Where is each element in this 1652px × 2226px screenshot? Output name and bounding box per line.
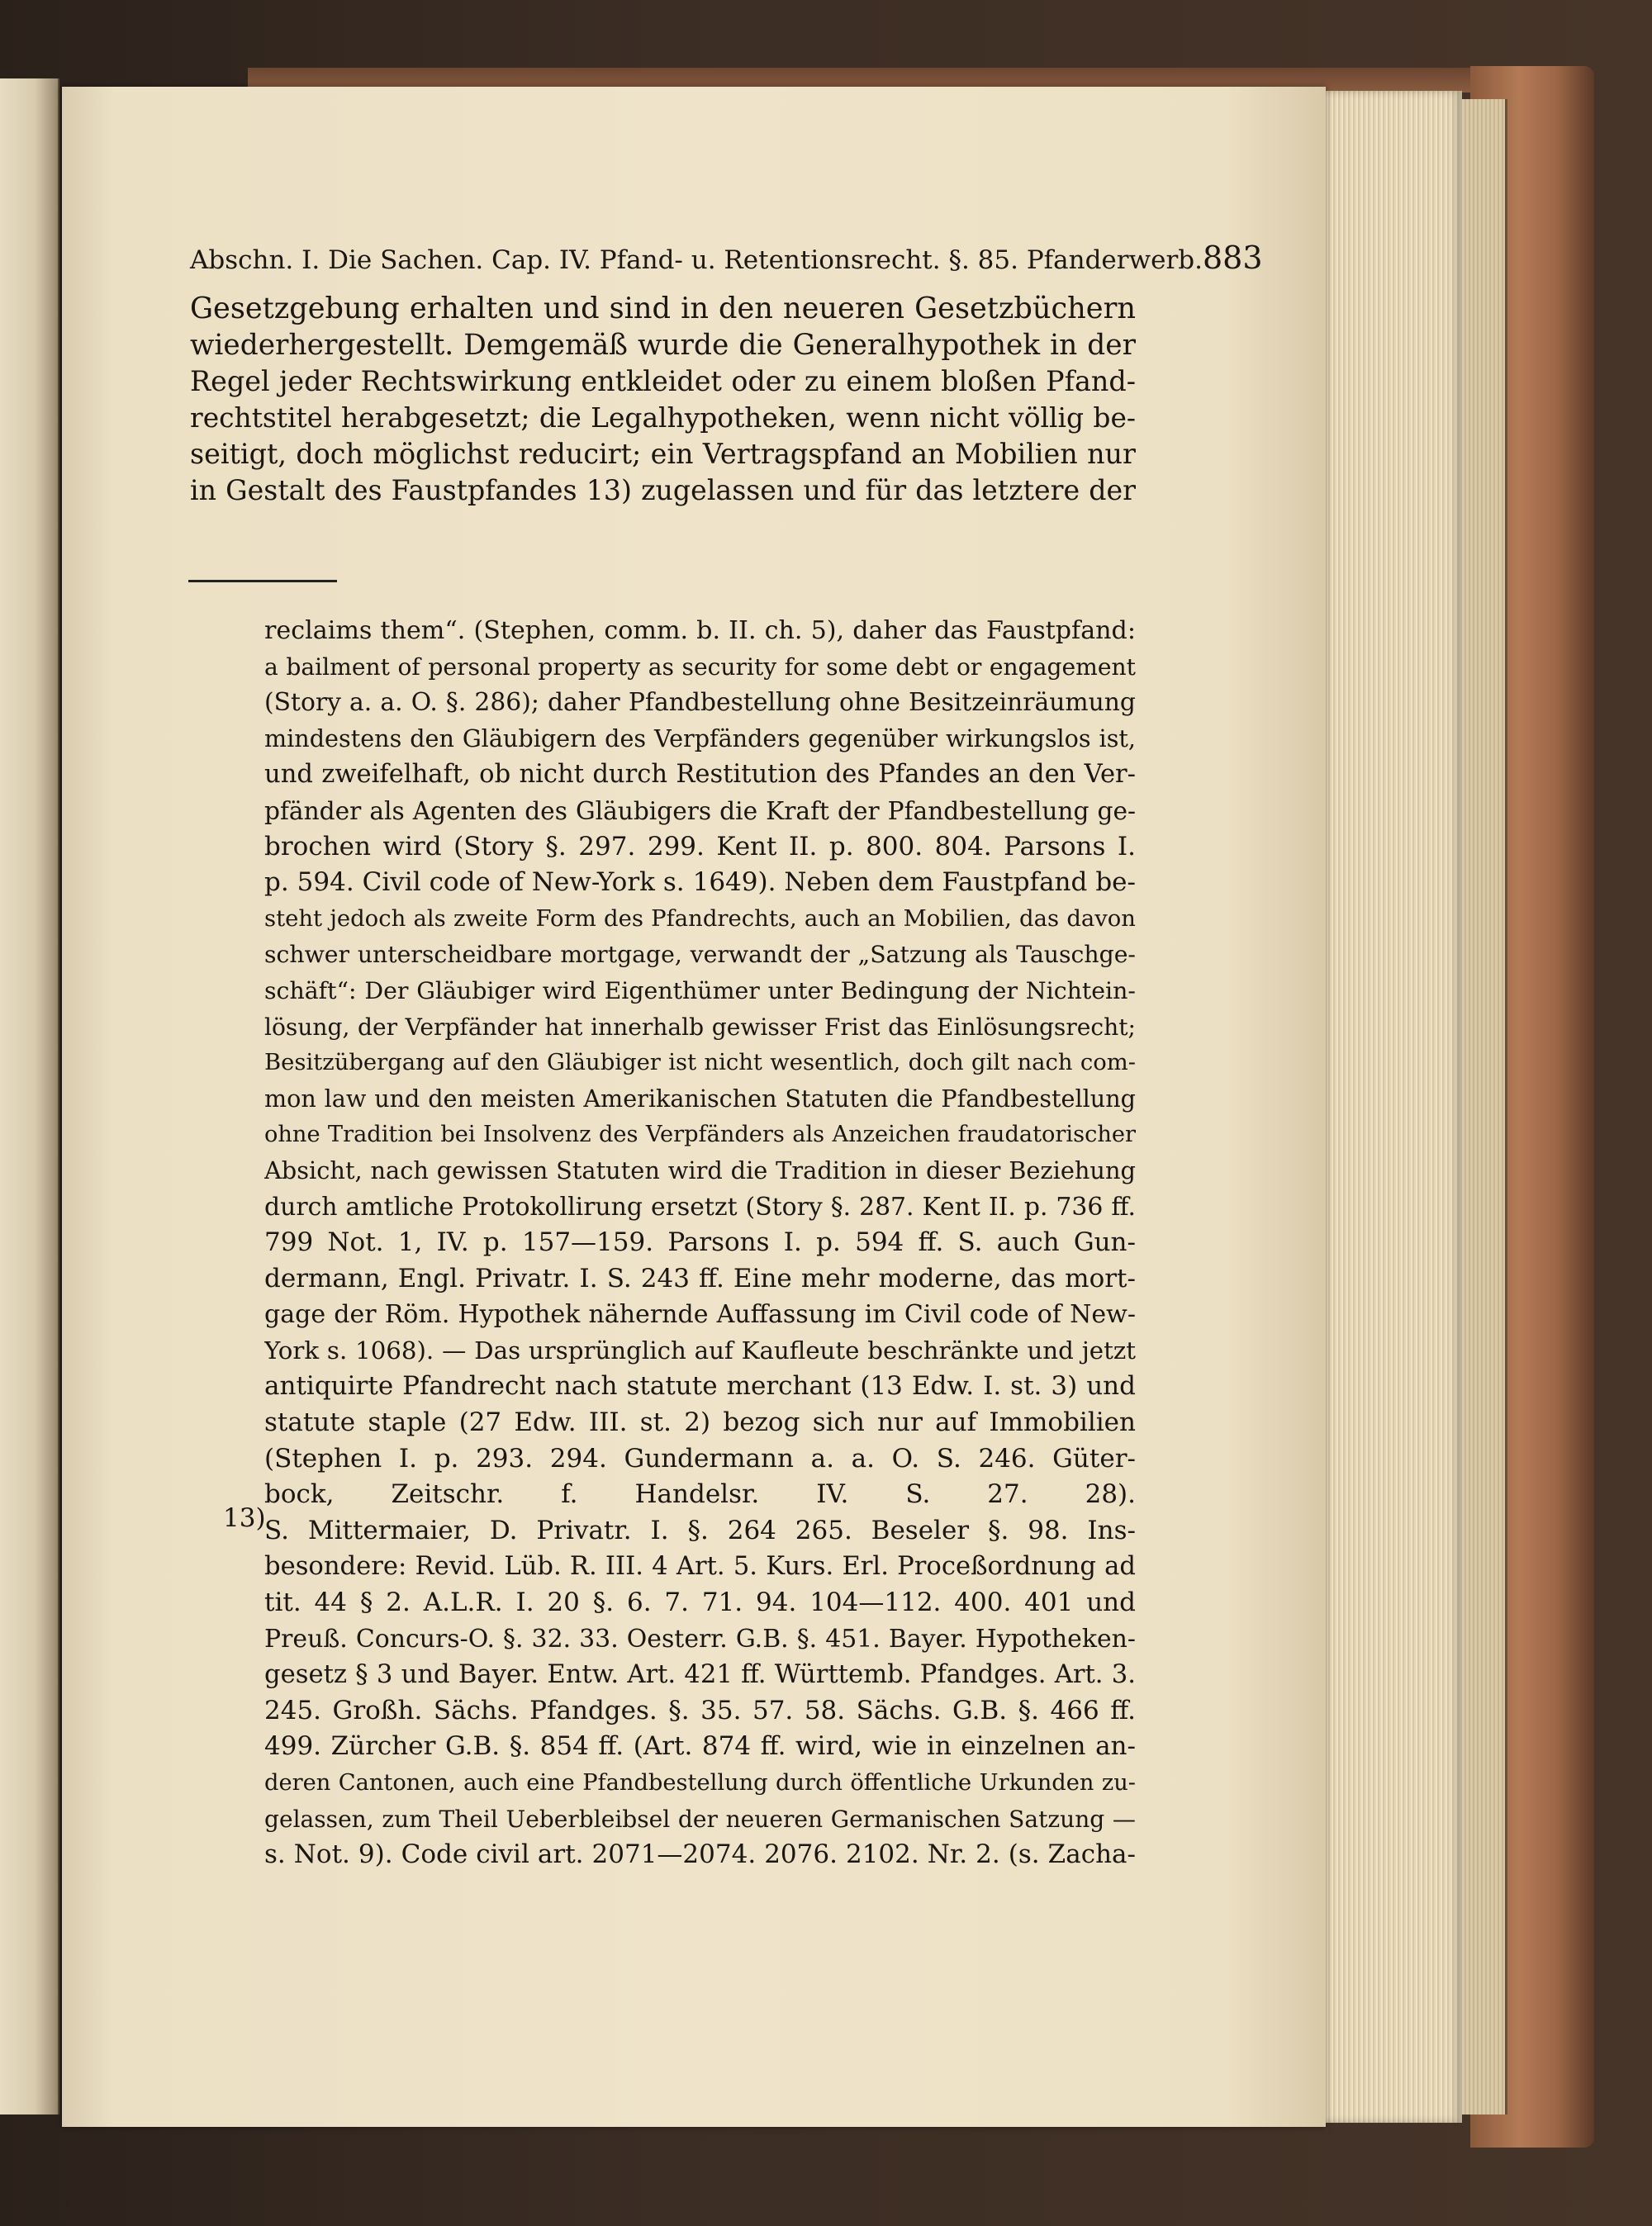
footnote-line: reclaims them“. (Stephen, comm. b. II. ch. 5), daher das Faustpfand:	[264, 616, 1136, 645]
footnote-line: pfänder als Agenten des Gläubigers die Kraft der Pfandbestellung ge-	[264, 795, 1136, 825]
footnote-line: dermann, Engl. Privatr. I. S. 243 ff. Eine mehr moderne, das mort-	[264, 1263, 1136, 1293]
footnote-line: schäft“: Der Gläubiger wird Eigenthümer unter Bedingung der Nichtein-	[264, 976, 1136, 1004]
footnote-line: antiquirte Pfandrecht nach statute merchant (13 Edw. I. st. 3) und	[264, 1371, 1136, 1402]
footnote-line: Absicht, nach gewissen Statuten wird die Tradition in dieser Beziehung	[264, 1156, 1136, 1184]
footnote-line: schwer unterscheidbare mortgage, verwandt der „Satzung als Tauschge-	[264, 941, 1136, 969]
footnote-line: steht jedoch als zweite Form des Pfandrechts, auch an Mobilien, das davon	[264, 905, 1136, 932]
footnotes	[264, 613, 1136, 1873]
footnote-line: gelassen, zum Theil Ueberbleibsel der neueren Germanischen Satzung —	[264, 1805, 1136, 1833]
footnote-line: lösung, der Verpfänder hat innerhalb gewisser Frist das Einlösungsrecht;	[264, 1013, 1136, 1041]
running-head-title: Abschn. I. Die Sachen. Cap. IV. Pfand- u. Retentionsrecht. §. 85. Pfanderwerb.	[190, 245, 1203, 275]
footnote-line: 799 Not. 1, IV. p. 157—159. Parsons I. p. 594 ff. S. auch Gun-	[264, 1227, 1136, 1258]
footnote-line: p. 594. Civil code of New-York s. 1649). Neben dem Faustpfand be-	[264, 867, 1136, 898]
body-line: wiederhergestellt. Demgemäß wurde die Generalhypothek in der	[190, 329, 1136, 362]
footnote-line: mon law und den meisten Amerikanischen Statuten die Pfandbestellung	[264, 1084, 1136, 1113]
footnote-line: besondere: Revid. Lüb. R. III. 4 Art. 5. Kurs. Erl. Proceßordnung ad	[264, 1552, 1136, 1582]
page-number: 883	[1203, 240, 1263, 276]
page-stack-edge	[1322, 91, 1462, 2123]
footnote-rule	[188, 580, 337, 582]
footnote-line: Preuß. Concurs-O. §. 32. 33. Oesterr. G.B. §. 451. Bayer. Hypotheken-	[264, 1624, 1136, 1654]
footnote-line: gage der Röm. Hypothek nähernde Auffassung im Civil code of New-	[264, 1300, 1136, 1330]
footnote-line: durch amtliche Protokollirung ersetzt (Story §. 287. Kent II. p. 736 ff.	[264, 1192, 1136, 1222]
footnote-line: mindestens den Gläubigern des Verpfänders gegenüber wirkungslos ist,	[264, 724, 1136, 752]
footnote-line: 245. Großh. Sächs. Pfandges. §. 35. 57. 58. Sächs. G.B. §. 466 ff.	[264, 1695, 1136, 1725]
footnote-line: gesetz § 3 und Bayer. Entw. Art. 421 ff. Württemb. Pfandges. Art. 3.	[264, 1660, 1136, 1690]
running-header	[190, 240, 1263, 276]
footnote-line: S. Mittermaier, D. Privatr. I. §. 264 265. Beseler §. 98. Ins-	[264, 1515, 1136, 1545]
body-line: Gesetzgebung erhalten und sind in den neueren Gesetzbüchern	[190, 292, 1136, 325]
footnote-line: bock, Zeitschr. f. Handelsr. IV. S. 27. 28).	[264, 1479, 1136, 1510]
body-line: rechtstitel herabgesetzt; die Legalhypotheken, wenn nicht völlig be-	[190, 401, 1136, 434]
main-text	[190, 291, 1136, 509]
body-line: Regel jeder Rechtswirkung entkleidet oder zu einem bloßen Pfand-	[190, 365, 1136, 397]
footnote-line: York s. 1068). — Das ursprünglich auf Kaufleute beschränkte und jetzt	[264, 1336, 1136, 1365]
body-line: in Gestalt des Faustpfandes 13) zugelassen und für das letztere der	[190, 474, 1136, 506]
footnote-number: 13)	[223, 1503, 266, 1533]
footnote-line: brochen wird (Story §. 297. 299. Kent II. p. 800. 804. Parsons I.	[264, 831, 1136, 861]
body-line: seitigt, doch möglichst reducirt; ein Vertragspfand an Mobilien nur	[190, 438, 1136, 470]
footnote-line: ohne Tradition bei Insolvenz des Verpfänders als Anzeichen fraudatorischer	[264, 1122, 1136, 1148]
footnote-line: statute staple (27 Edw. III. st. 2) bezog sich nur auf Immobilien	[264, 1407, 1136, 1438]
footnote-line: (Story a. a. O. §. 286); daher Pfandbestellung ohne Besitzeinräumung	[264, 688, 1136, 718]
left-page-edge	[0, 78, 59, 2114]
footnote-line: und zweifelhaft, ob nicht durch Restitution des Pfandes an den Ver-	[264, 760, 1136, 790]
footnote-line: s. Not. 9). Code civil art. 2071—2074. 2076. 2102. Nr. 2. (s. Zacha-	[264, 1839, 1136, 1870]
footnote-line: 499. Zürcher G.B. §. 854 ff. (Art. 874 ff. wird, wie in einzelnen an-	[264, 1731, 1136, 1762]
footnote-line: (Stephen I. p. 293. 294. Gundermann a. a. O. S. 246. Güter-	[264, 1443, 1136, 1474]
footnote-line: deren Cantonen, auch eine Pfandbestellung durch öffentliche Urkunden zu-	[264, 1770, 1136, 1796]
footnote-line: Besitzübergang auf den Gläubiger ist nicht wesentlich, doch gilt nach com-	[264, 1050, 1136, 1076]
footnote-line: a bailment of personal property as security for some debt or engagement	[264, 653, 1136, 681]
footnote-line: tit. 44 § 2. A.L.R. I. 20 §. 6. 7. 71. 94. 104—112. 400. 401 und	[264, 1588, 1136, 1618]
